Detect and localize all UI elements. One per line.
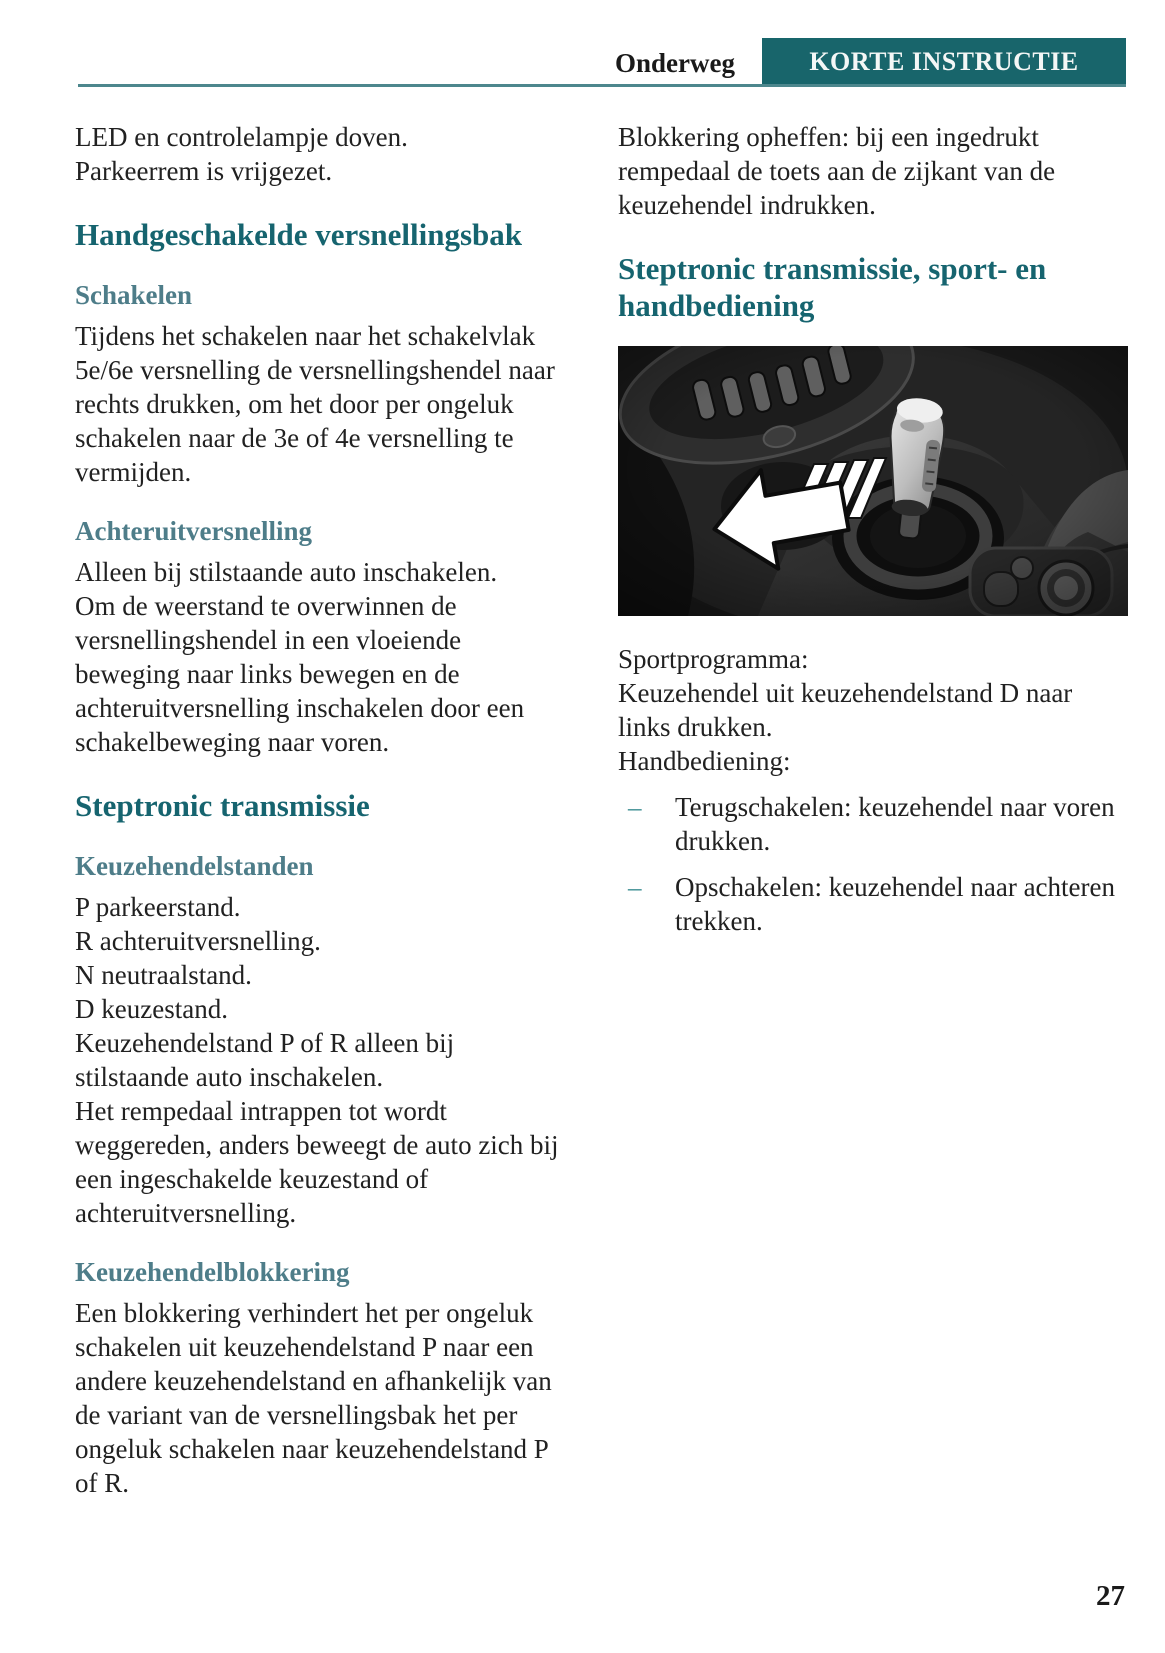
header-section-label: Onderweg [615,48,735,78]
body-paragraph: Parkeerrem is vrijgezet. [75,156,333,186]
header-chapter-badge-label: KORTE INSTRUCTIE [809,46,1079,76]
dash-bullet: – [628,792,642,822]
right-column [618,120,1128,950]
selector-position-line: R achteruitversnelling. [75,926,321,956]
body-paragraph: Tijdens het schakelen naar het schakelvlak 5e/6e versnelling de versnellingshendel naar rechts drukken, om het door per ongeluk schakelen naar de 3e of 4e versnelling te vermijden. [75,321,555,487]
body-paragraph: Alleen bij stilstaande auto inschakelen. [75,557,498,587]
section-heading-steptronic-sport: Steptronic transmissie, sport- en handbediening [618,251,1047,323]
selector-position-line: P parkeerstand. [75,892,241,922]
left-column [75,120,559,1500]
console-photo [618,346,1128,616]
list-item-text: Terugschakelen: keuzehendel naar voren drukken. [675,792,1115,856]
body-paragraph: Keuzehendelstand P of R alleen bij stilstaande auto inschakelen. [75,1028,455,1092]
body-paragraph: LED en controlelampje doven. [75,122,408,152]
body-paragraph: Handbediening: [618,746,791,776]
body-paragraph: Het rempedaal intrappen tot wordt weggereden, anders beweegt de auto zich bij een ingeschakelde keuzestand of achteruitversnelling. [75,1096,559,1228]
list-item-text: Opschakelen: keuzehendel naar achteren trekken. [675,872,1116,936]
header-chapter-badge [762,38,1126,85]
section-heading-steptronic: Steptronic transmissie [75,788,370,823]
body-paragraph: Om de weerstand te overwinnen de versnellingshendel in een vloeiende beweging naar links bewegen en de achteruitversnelling inschakelen door een schakelbeweging naar voren. [75,591,525,757]
selector-position-line: D keuzestand. [75,994,228,1024]
list-item [618,870,1128,938]
subheading-keuzehendelblokkering: Keuzehendelblokkering [75,1257,350,1287]
body-paragraph: Sportprogramma: [618,644,809,674]
subheading-achteruitversnelling: Achteruitversnelling [75,516,312,546]
list-item [618,790,1128,858]
subheading-keuzehendelstanden: Keuzehendelstanden [75,851,314,881]
dash-bullet: – [628,872,642,902]
selector-position-line: N neutraalstand. [75,960,252,990]
header-rule [78,84,1126,87]
page-number: 27 [1096,1580,1125,1612]
body-paragraph: Een blokkering verhindert het per ongeluk schakelen uit keuzehendelstand P naar een andere keuzehendelstand en afhankelijk van de variant van de versnellingsbak het per ongeluk schakelen naar keuzehendelstand P of R. [75,1298,552,1498]
section-heading-manual-gearbox: Handgeschakelde versnellingsbak [75,217,522,252]
body-paragraph: Blokkering opheffen: bij een ingedrukt rempedaal de toets aan de zijkant van de keuzehendel indrukken. [618,122,1056,220]
body-paragraph: Keuzehendel uit keuzehendelstand D naar links drukken. [618,678,1073,742]
subheading-schakelen: Schakelen [75,280,193,310]
dash-list [618,790,1128,938]
